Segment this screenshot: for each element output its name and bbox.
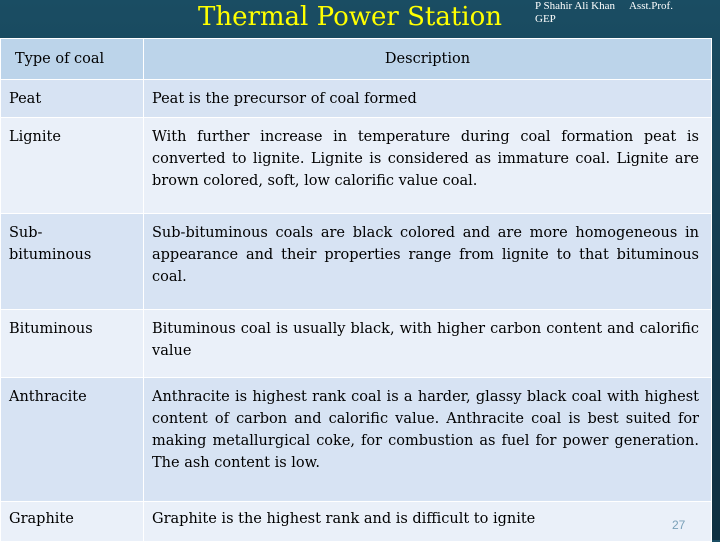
table-row — [1, 80, 712, 118]
slide-title: Thermal Power Station — [198, 2, 502, 32]
coal-type-cell: Anthracite — [1, 378, 144, 502]
coal-description-cell: Sub-bituminous coals are black colored and are more homogeneous in appearance and their properties range from lignite to that bituminous coal. — [144, 214, 712, 310]
author-dept: GEP — [535, 13, 556, 25]
author-position: Asst.Prof. — [628, 0, 673, 12]
coal-description-cell: Anthracite is highest rank coal is a harder, glassy black coal with highest content of carbon and calorific value. Anthracite coal is best suited for making metallurgical coke, for combustion as fuel for power generation. The ash content is low. — [144, 378, 712, 502]
coal-type-cell: Bituminous — [1, 310, 144, 378]
coal-type-cell: Sub-bituminous — [1, 214, 144, 310]
coal-description-cell: Graphite is the highest rank and is difficult to ignite — [144, 502, 712, 542]
coal-types-table — [0, 38, 712, 542]
table-row — [1, 214, 712, 310]
coal-description-cell: Bituminous coal is usually black, with higher carbon content and calorific value — [144, 310, 712, 378]
coal-type-cell: Lignite — [1, 118, 144, 214]
page-number: 27 — [672, 518, 686, 532]
table-header-row — [1, 39, 712, 80]
table-row — [1, 502, 712, 542]
author-credit — [535, 0, 673, 26]
author-name: P Shahir Ali Khan — [535, 0, 615, 12]
coal-description-cell: With further increase in temperature during coal formation peat is converted to lignite. Lignite is considered as immature coal. Lignite are brown colored, soft, low calorific value coal. — [144, 118, 712, 214]
coal-type-cell: Graphite — [1, 502, 144, 542]
coal-type-cell: Peat — [1, 80, 144, 118]
coal-description-cell: Peat is the precursor of coal formed — [144, 80, 712, 118]
table-row — [1, 378, 712, 502]
table-row — [1, 310, 712, 378]
column-header-description: Description — [144, 39, 712, 80]
column-header-type: Type of coal — [1, 39, 144, 80]
table-row — [1, 118, 712, 214]
